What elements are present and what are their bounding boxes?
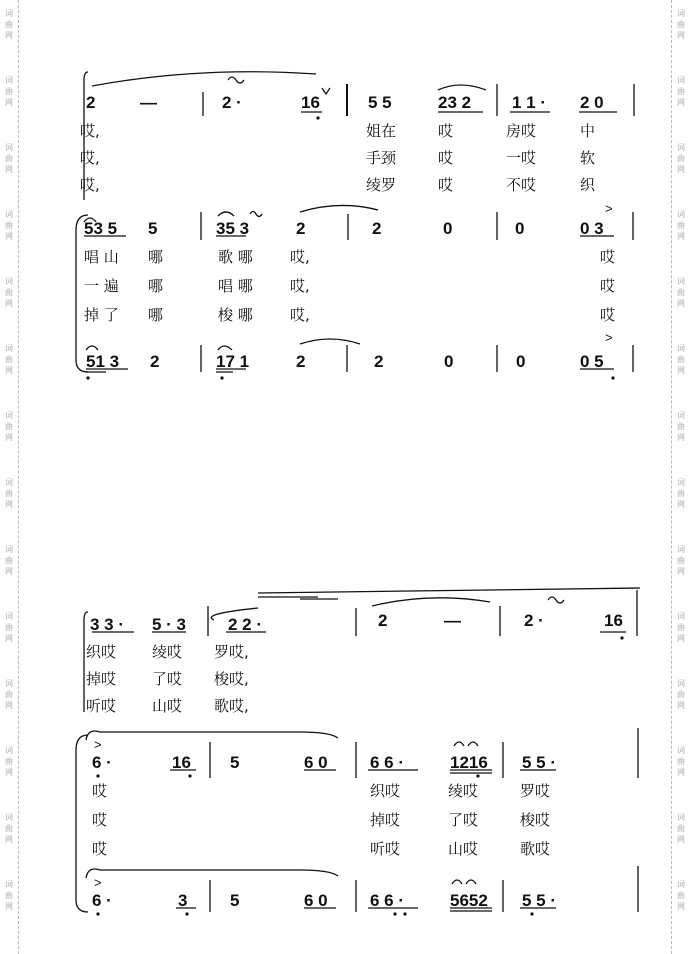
lyric-syllable: 罗哎: [520, 782, 551, 800]
lyric-syllable: 哪: [148, 277, 164, 295]
s1-slur: [300, 205, 378, 212]
s1-slur: [86, 346, 98, 350]
watermark-mark: 词 曲 网: [677, 277, 685, 308]
note-group: 2 2 ·: [228, 615, 263, 634]
watermark-mark: 词 曲 网: [5, 813, 13, 844]
note-group: 17 1: [216, 352, 250, 371]
s1-breath: [322, 88, 330, 94]
s1-turn: [228, 77, 244, 83]
lyric-syllable: 哎: [438, 149, 454, 167]
watermark-mark: 词 曲 网: [5, 746, 13, 777]
note-group: 6 0: [304, 753, 328, 772]
lyric-syllable: 哎: [600, 306, 616, 324]
note-group: 3: [178, 891, 188, 910]
note-group: 53 5: [84, 219, 118, 238]
lyric-syllable: 绫罗: [366, 176, 397, 194]
lyric-syllable: 哎: [600, 248, 616, 266]
watermark-mark: 词 曲 网: [677, 210, 685, 241]
watermark-mark: 词 曲 网: [5, 880, 13, 911]
lyric-syllable: 山哎: [448, 840, 479, 858]
lyric-syllable: 唱 山: [84, 248, 119, 266]
note-group: 35 3: [216, 219, 250, 238]
note-group: 0: [444, 352, 454, 371]
note-group: 2 ·: [524, 611, 544, 630]
note-group: 2: [86, 93, 96, 112]
s1-slur: [438, 85, 486, 90]
note-group: 0: [516, 352, 526, 371]
note-group: 6 0: [304, 891, 328, 910]
lyric-syllable: 唱 哪: [218, 277, 253, 295]
watermark-mark: 词 曲 网: [677, 76, 685, 107]
note-group: 5 5 ·: [522, 753, 557, 772]
note-group: 23 2: [438, 93, 472, 112]
lyric-syllable: 歌 哪: [218, 248, 253, 266]
accent-mark: >: [94, 875, 102, 890]
note-group: —: [444, 611, 461, 630]
watermark-mark: 词 曲 网: [5, 210, 13, 241]
note-group: 1216: [450, 753, 488, 772]
note-group: 0 3: [580, 219, 604, 238]
note-group: 51 3: [86, 352, 120, 371]
watermark-mark: 词 曲 网: [5, 344, 13, 375]
lyric-syllable: 绫哎: [152, 643, 183, 661]
watermark-mark: 词 曲 网: [677, 612, 685, 643]
lyric-syllable: 掉哎: [86, 670, 117, 688]
s1-slur: [300, 339, 360, 344]
watermark-mark: 词 曲 网: [677, 478, 685, 509]
lyric-syllable: 梭哎: [520, 811, 551, 829]
lyric-syllable: 哎: [92, 782, 108, 800]
lyric-syllable: 哎,: [80, 176, 100, 194]
lyric-syllable: 哎: [92, 811, 108, 829]
lyric-syllable: 听哎: [86, 697, 117, 715]
system2-bottom-bracket: [76, 735, 88, 912]
lyric-syllable: 哪: [148, 248, 164, 266]
lyric-syllable: 软: [580, 149, 596, 167]
watermark-mark: 词 曲 网: [677, 344, 685, 375]
note-group: 16: [301, 93, 320, 112]
watermark-mark: 词 曲 网: [5, 76, 13, 107]
lyric-syllable: 姐在: [366, 122, 397, 140]
note-group: 6 6 ·: [370, 753, 405, 772]
note-group: 5: [148, 219, 158, 238]
lyric-syllable: 哎: [92, 840, 108, 858]
lyric-syllable: 掉 了: [84, 306, 119, 324]
lyric-syllable: 不哎: [506, 176, 537, 194]
note-group: 5: [230, 891, 240, 910]
lyric-syllable: 哎,: [290, 306, 310, 324]
note-group: 2: [374, 352, 384, 371]
watermark-mark: 词 曲 网: [5, 478, 13, 509]
note-group: 5652: [450, 891, 488, 910]
watermark-mark: 词 曲 网: [677, 545, 685, 576]
note-group: 2 0: [580, 93, 604, 112]
s1-slur: [218, 212, 234, 216]
watermark-mark: 词 曲 网: [5, 545, 13, 576]
lyric-syllable: 山哎: [152, 697, 183, 715]
watermark-mark: 词 曲 网: [677, 9, 685, 40]
accent-mark: >: [94, 737, 102, 752]
lyric-syllable: 掉哎: [370, 811, 401, 829]
note-group: 16: [604, 611, 623, 630]
lyric-syllable: 哪: [148, 306, 164, 324]
note-group: 6 6 ·: [370, 891, 405, 910]
lyric-syllable: 哎: [600, 277, 616, 295]
watermark-mark: 词 曲 网: [677, 411, 685, 442]
s2-tie-long: [258, 588, 640, 593]
watermark-mark: 词 曲 网: [5, 612, 13, 643]
lyric-syllable: 手颈: [366, 149, 397, 167]
lyric-syllable: 歌哎,: [214, 697, 249, 715]
note-group: 2: [378, 611, 388, 630]
lyric-syllable: 哎,: [80, 149, 100, 167]
watermark-mark: 词 曲 网: [5, 143, 13, 174]
lyric-syllable: 哎,: [80, 122, 100, 140]
lyric-syllable: 一 遍: [84, 277, 119, 295]
note-group: 5 5 ·: [522, 891, 557, 910]
lyric-syllable: 织哎: [86, 643, 117, 661]
note-group: 2: [150, 352, 160, 371]
note-group: 5: [230, 753, 240, 772]
lyric-syllable: 哎,: [290, 277, 310, 295]
lyric-syllable: 中: [580, 122, 596, 140]
s1-turn: [250, 212, 262, 217]
watermark-mark: 词 曲 网: [677, 143, 685, 174]
lyric-syllable: 哎: [438, 122, 454, 140]
note-group: 0 5: [580, 352, 604, 371]
lyric-syllable: 哎: [438, 176, 454, 194]
note-group: 2: [372, 219, 382, 238]
watermark-mark: 词 曲 网: [5, 277, 13, 308]
watermark-mark: 词 曲 网: [677, 679, 685, 710]
lyric-syllable: 织哎: [370, 782, 401, 800]
lyric-syllable: 哎,: [290, 248, 310, 266]
lyric-syllable: 房哎: [506, 122, 537, 140]
note-group: 2: [296, 219, 306, 238]
note-group: 2: [296, 352, 306, 371]
note-group: 2 ·: [222, 93, 242, 112]
lyric-syllable: 梭 哪: [218, 306, 253, 324]
s1-slur: [218, 346, 232, 350]
note-group: 6 ·: [92, 753, 112, 772]
lyric-syllable: 一哎: [506, 149, 537, 167]
lyric-syllable: 了哎: [152, 670, 183, 688]
accent-mark: >: [605, 330, 613, 345]
accent-mark: >: [605, 201, 613, 216]
watermark-mark: 词 曲 网: [677, 880, 685, 911]
note-group: 3 3 ·: [90, 615, 125, 634]
watermark-mark: 词 曲 网: [5, 411, 13, 442]
s1-slur: [92, 72, 316, 86]
note-group: 1 1 ·: [512, 93, 547, 112]
note-group: 0: [443, 219, 453, 238]
note-group: 5 5: [368, 93, 392, 112]
watermark-mark: 词 曲 网: [677, 746, 685, 777]
lyric-syllable: 梭哎,: [214, 670, 249, 688]
lyric-syllable: 歌哎: [520, 840, 551, 858]
watermark-mark: 词 曲 网: [677, 813, 685, 844]
lyric-syllable: 罗哎,: [214, 643, 249, 661]
lyric-syllable: 绫哎: [448, 782, 479, 800]
watermark-mark: 词 曲 网: [5, 679, 13, 710]
note-group: 16: [172, 753, 191, 772]
watermark-mark: 词 曲 网: [5, 9, 13, 40]
note-group: 5 · 3: [152, 615, 187, 634]
lyric-syllable: 了哎: [448, 811, 479, 829]
note-group: 6 ·: [92, 891, 112, 910]
note-group: 0: [515, 219, 525, 238]
lyric-syllable: 织: [580, 176, 596, 194]
lyric-syllable: 听哎: [370, 840, 401, 858]
note-group: —: [140, 93, 157, 112]
